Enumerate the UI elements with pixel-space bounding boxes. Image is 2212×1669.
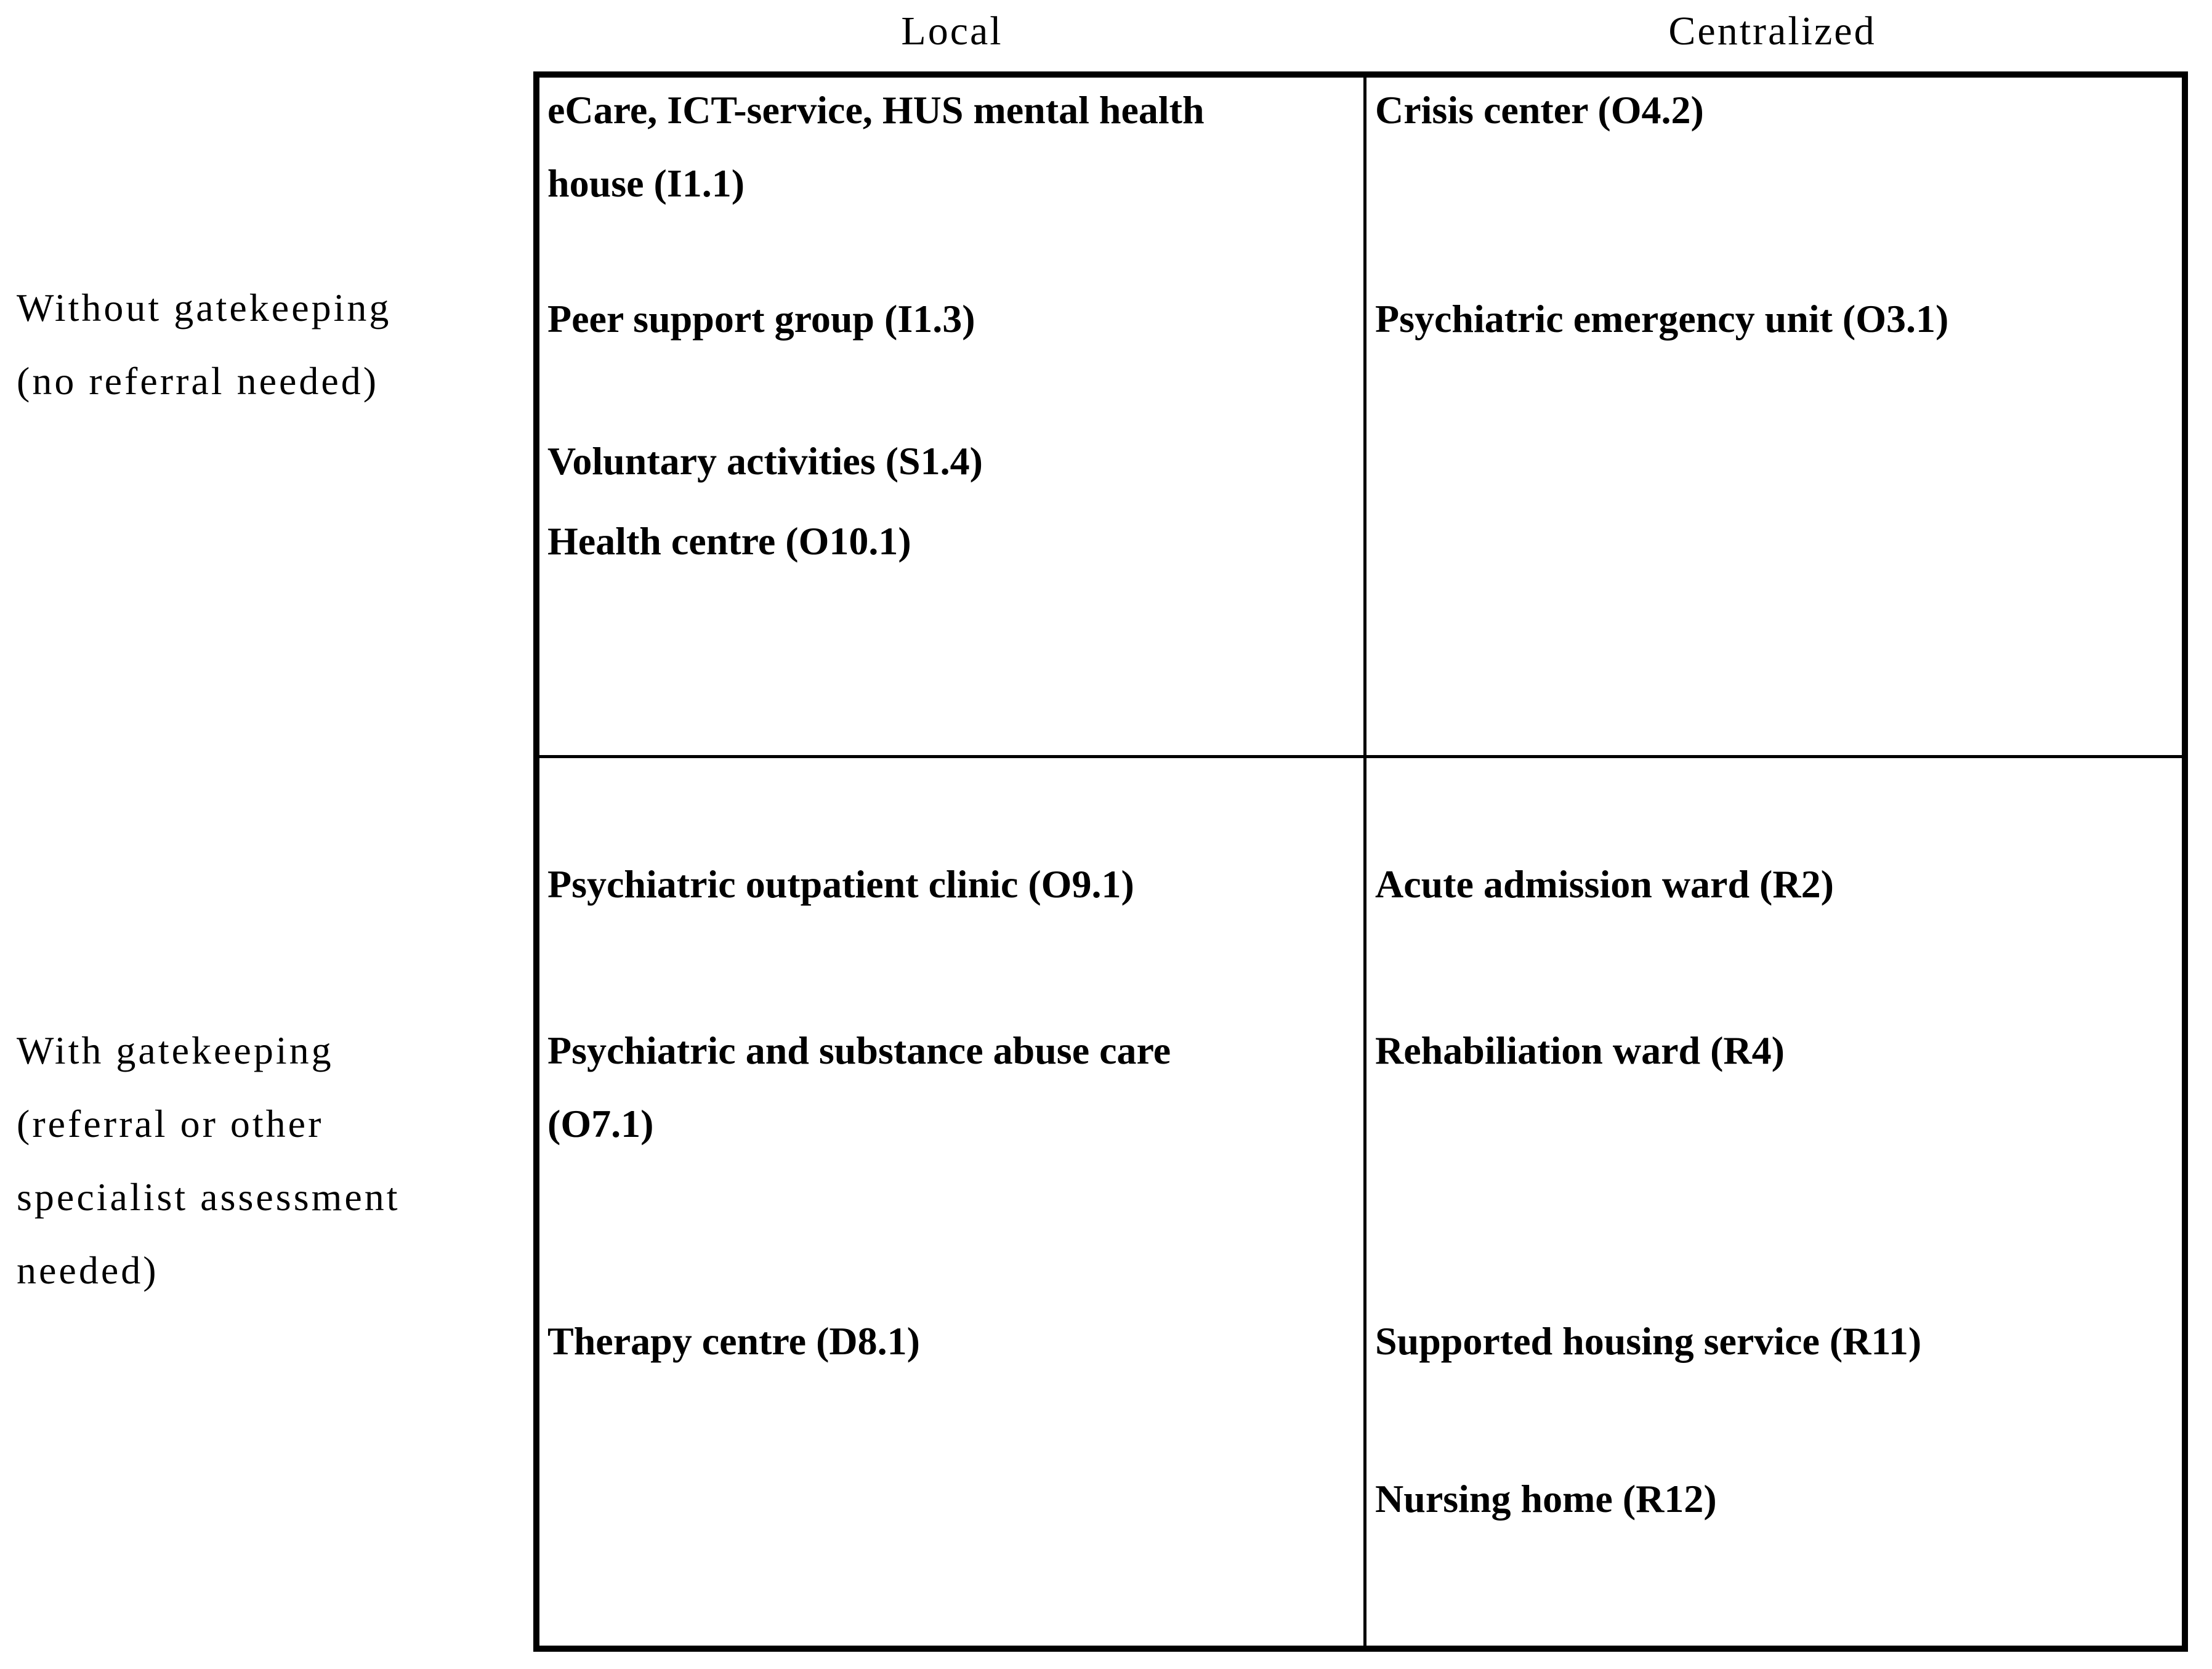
service-item: Psychiatric emergency unit (O3.1): [1375, 297, 1949, 341]
row-label-with-gatekeeping-note: (referral or other: [17, 1102, 324, 1146]
service-item: Nursing home (R12): [1375, 1477, 1717, 1521]
row-label-with-gatekeeping-note: needed): [17, 1248, 159, 1292]
service-item: Peer support group (I1.3): [547, 297, 975, 341]
service-item: Acute admission ward (R2): [1375, 862, 1834, 906]
row-label-with-gatekeeping: With gatekeeping: [17, 1028, 334, 1072]
service-item: Psychiatric outpatient clinic (O9.1): [547, 862, 1134, 906]
service-item: Therapy centre (D8.1): [547, 1319, 920, 1363]
row-label-with-gatekeeping-note: specialist assessment: [17, 1175, 400, 1219]
service-item: Health centre (O10.1): [547, 519, 911, 563]
service-item: eCare, ICT-service, HUS mental health: [547, 88, 1205, 132]
service-item: house (I1.1): [547, 161, 745, 205]
service-item: Voluntary activities (S1.4): [547, 439, 983, 483]
service-item: Rehabiliation ward (R4): [1375, 1028, 1785, 1072]
service-item: Crisis center (O4.2): [1375, 88, 1704, 132]
column-header-centralized: Centralized: [1668, 9, 1876, 54]
column-header-local: Local: [901, 9, 1003, 54]
row-label-without-gatekeeping: Without gatekeeping: [17, 286, 392, 329]
service-item: Supported housing service (R11): [1375, 1319, 1922, 1363]
row-label-without-gatekeeping-note: (no referral needed): [17, 359, 379, 403]
column-divider: [1363, 71, 1366, 1652]
service-item: (O7.1): [547, 1102, 654, 1146]
service-item: Psychiatric and substance abuse care: [547, 1028, 1171, 1072]
row-divider: [533, 755, 2188, 758]
